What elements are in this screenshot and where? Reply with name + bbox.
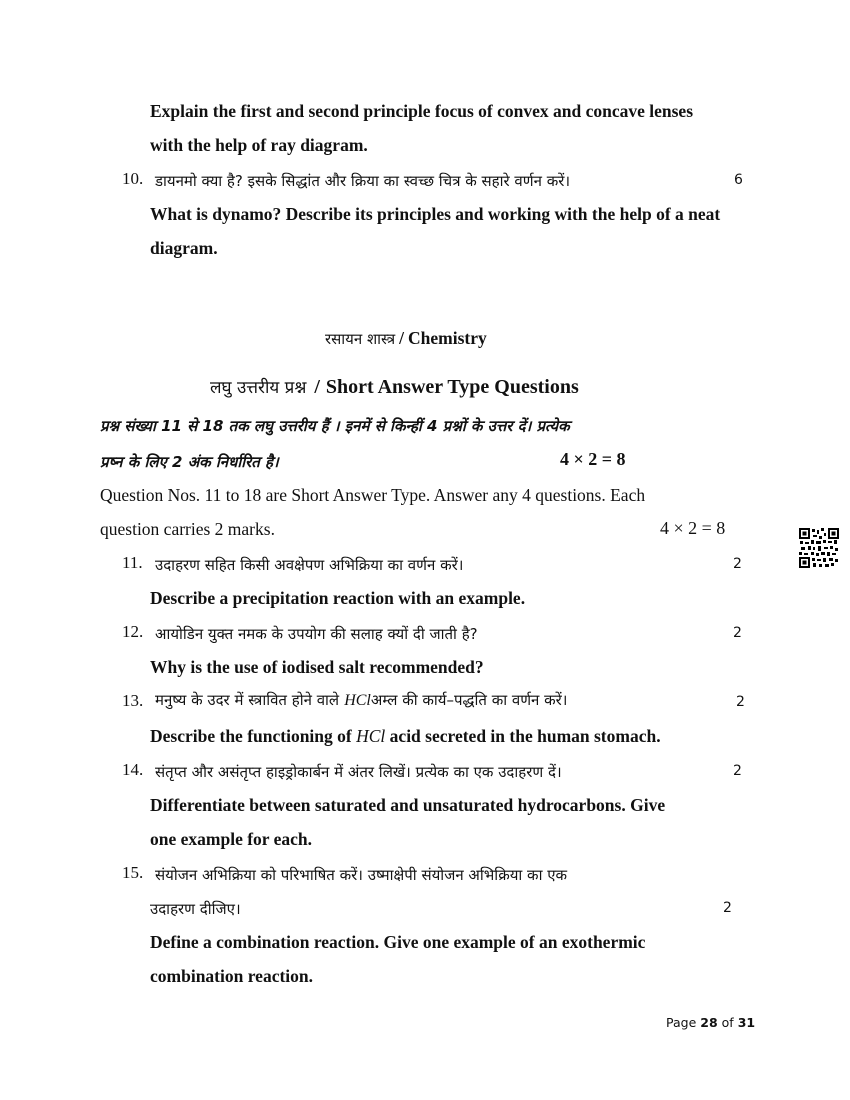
q14-english-line-2: one example for each. [150,829,313,849]
instructions-english-formula: 4 × 2 = 8 [660,518,726,538]
q10-number: 10. [122,169,144,188]
instructions-hindi-formula: 4 × 2 = 8 [560,449,626,469]
q13-hcl-formula: HCl [344,692,371,709]
q15-hindi-line-1: संयोजन अभिक्रिया को परिभाषित करें। उष्माक्षेपी संयोजन अभिक्रिया का एक [155,866,568,884]
q15-marks: 2 [723,900,732,916]
page-number: 28 [700,1015,718,1030]
q12-english: Why is the use of iodised salt recommended? [150,657,484,677]
q10-marks: 6 [734,172,743,188]
section-heading [325,328,487,349]
subsection-heading [210,375,579,399]
q13-marks: 2 [736,694,745,710]
section-title-hindi: रसायन शास्त्र [325,330,396,348]
q15-english-line-1: Define a combination reaction. Give one example of an exothermic [150,932,646,952]
section-title-english: Chemistry [408,328,487,348]
q10-hindi: डायनमो क्या है? इसके सिद्धांत और क्रिया का स्वच्छ चित्र के सहारे वर्णन करें। [155,172,571,190]
instructions-english-line-1: Question Nos. 11 to 18 are Short Answer Type. Answer any 4 questions. Each [100,485,646,505]
q13-number: 13. [122,691,144,710]
q14-english-line-1: Differentiate between saturated and unsaturated hydrocarbons. Give [150,795,666,815]
prev-question-line-2: with the help of ray diagram. [150,135,368,155]
q15-number: 15. [122,863,144,882]
q14-number: 14. [122,760,144,779]
q11-english: Describe a precipitation reaction with an example. [150,588,526,608]
subsection-separator: / [314,376,320,398]
q14-hindi: संतृप्त और असंतृप्त हाइड्रोकार्बन में अंतर लिखें। प्रत्येक का एक उदाहरण दें। [155,763,562,781]
page-footer [666,1015,755,1030]
q11-hindi: उदाहरण सहित किसी अवक्षेपण अभिक्रिया का वर्णन करें। [155,556,464,574]
instructions-hindi-line-2: प्रष्न के लिए 2 अंक निर्धारित है। [100,453,279,471]
q13-english-part-a: Describe the functioning of [150,726,352,746]
q12-marks: 2 [733,625,742,641]
page-label: Page [666,1015,697,1030]
q11-marks: 2 [733,556,742,572]
q10-english-line-2: diagram. [150,238,218,258]
subsection-title-english: Short Answer Type Questions [325,376,579,398]
qr-code-icon [799,528,839,568]
q12-number: 12. [122,622,144,641]
q14-marks: 2 [733,763,742,779]
q13-hindi-part-b: अम्ल की कार्य–पद्धति का वर्णन करें। [370,691,568,709]
q10-english-line-1: What is dynamo? Describe its principles and working with the help of a neat [150,204,721,224]
q13-english-part-b: acid secreted in the human stomach. [389,726,661,746]
instructions-hindi-line-1: प्रश्न संख्या 11 से 18 तक लघु उत्तरीय हैं । इनमें से किन्हीं 4 प्रश्नों के उत्तर दें। प्रत्येक [100,417,570,435]
q13-english-hcl: HCl [356,726,386,746]
q11-number: 11. [122,553,143,572]
instructions-english-line-2: question carries 2 marks. [100,519,275,539]
q15-english-line-2: combination reaction. [150,966,314,986]
prev-question-line-1: Explain the first and second principle focus of convex and concave lenses [150,101,694,121]
page-of-label: of [721,1015,734,1030]
q12-hindi: आयोडिन युक्त नमक के उपयोग की सलाह क्यों दी जाती है? [155,625,478,643]
section-separator: / [399,328,405,348]
q15-hindi-line-2: उदाहरण दीजिए। [150,900,241,918]
q13-hindi [155,690,568,710]
q13-english [150,726,661,747]
q13-hindi-part-a: मनुष्य के उदर में स्त्रावित होने वाले [155,691,340,709]
subsection-title-hindi: लघु उत्तरीय प्रश्न [210,378,307,398]
page-total: 31 [737,1015,756,1030]
